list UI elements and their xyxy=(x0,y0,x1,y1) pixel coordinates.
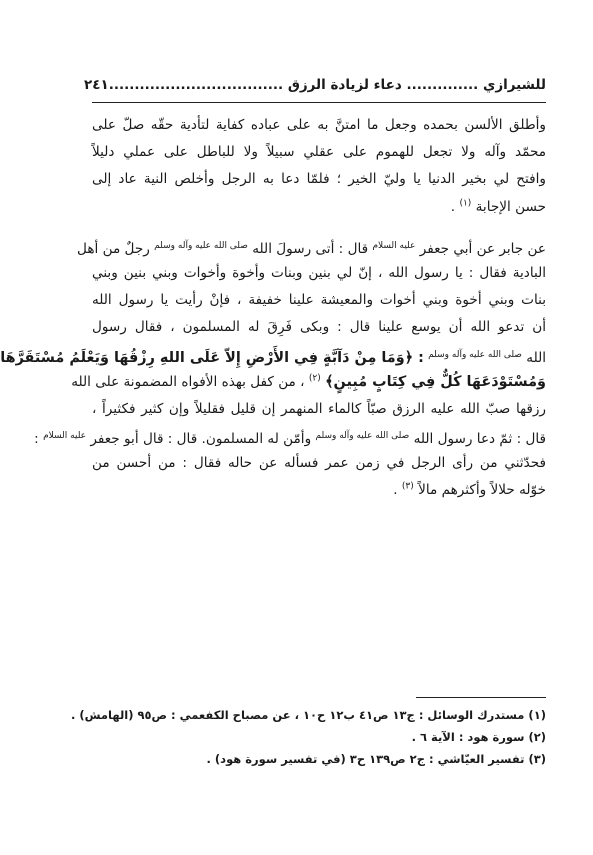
text-line: رزقها صبّ الله عليه الرزق صبّاً كالماء المنهمر إن قليل فقليلاً وإن كثير فكثيراً ، xyxy=(92,400,546,417)
text-line xyxy=(34,423,546,450)
text-fragment: . xyxy=(393,482,398,499)
footnote: (٣) تفسير العيّاشي : ج٢ ص١٣٩ ح٣ (في تفسير سورة هود) . xyxy=(206,752,546,766)
text-fragment: عن جابر عن أبي جعفر xyxy=(419,240,546,257)
text-line xyxy=(71,369,546,396)
header-title: دعاء لزيادة الرزق xyxy=(287,77,402,93)
header-leader-left: .................................. xyxy=(108,77,284,93)
text-fragment: الله xyxy=(526,349,546,366)
text-line: وأطلق الألسن بحمده وجعل ما امتنَّ به على عباده كفاية لتأدية حقّه صلّ على xyxy=(92,117,546,133)
text-fragment: وأمّن له المسلمون. قال : قال أبو جعفر xyxy=(90,431,312,448)
honorific-pbuh: صلى الله عليه وآله وسلم xyxy=(154,240,248,251)
text-line: فحدّثني من رأى الرجل في زمن عمر فسأله عن حاله فقال : من أحسن من xyxy=(92,455,546,472)
text-fragment: خوّله حلالاً وأكثرهم مالاً xyxy=(418,482,546,499)
quran-verse: وَمُسْتَوْدَعَهَا كُلٌّ فِي كِتَابٍ مُبِينٍ﴾ xyxy=(325,373,546,390)
honorific-as: عليه السلام xyxy=(43,431,87,442)
text-line xyxy=(92,194,546,221)
text-fragment: رجلٌ من أهل xyxy=(77,240,150,257)
quran-verse: : ﴿وَمَا مِنْ دَآبَّةٍ فِي الأَرْضِ إِلاّ عَلَى اللهِ رِزْقُهَا وَيَعْلَمُ مُسْتَقَرَّهَا xyxy=(0,349,424,366)
text-fragment: : xyxy=(34,431,39,448)
text-fragment: قال : ثمّ دعا رسول الله xyxy=(413,431,546,448)
text-line xyxy=(92,477,546,504)
header-author: للشيرازي xyxy=(483,77,546,93)
text-fragment: ، من كفل بهذه الأفواه المضمونة على الله xyxy=(71,373,305,390)
text-line: البادية فقال : يا رسول الله ، إنّ لي بنين وبنات وأخوة وأخوات وبني بنين وبني xyxy=(92,264,546,281)
main-text xyxy=(0,112,546,505)
header-leader-right: .............. xyxy=(406,77,479,93)
text-line: محمّد وآله ولا تجعل للهموم على عقلي سبيلاً ولا للباطل على عملي دليلاً xyxy=(92,144,546,161)
text-fragment: حسن الإجابة xyxy=(475,198,546,215)
text-line: بنات وبني أخوة وبني أخوات والمعيشة علينا خفيفة ، فإنْ رأيت يا رسول الله xyxy=(92,292,546,309)
honorific-as: عليه السلام xyxy=(372,240,416,251)
footnote: (١) مستدرك الوسائل : ج١٣ ص٤١ ب١٢ ح١٠ ، عن مصباح الكفعمي : ص٩٥ (الهامش) . xyxy=(71,708,546,722)
paragraph-gap xyxy=(92,221,546,233)
running-header xyxy=(84,77,546,99)
text-line: أن تدعو الله أن يوسع علينا قال : وبكى فَرِقَ له المسلمون ، فقال رسول xyxy=(92,319,546,336)
footnote-ref: (٢) xyxy=(308,373,321,384)
header-author-title xyxy=(109,77,546,93)
footnote: (٢) سورة هود : الآية ٦ . xyxy=(411,730,546,744)
footnote-ref: (٣) xyxy=(401,481,414,492)
footnote-ref: (١) xyxy=(459,198,472,209)
text-line xyxy=(0,342,546,369)
page-number: ٢٤١ xyxy=(84,77,109,93)
header-divider xyxy=(92,102,546,103)
text-fragment: . xyxy=(450,198,456,215)
text-fragment: قال : أتى رسولَ الله xyxy=(252,240,369,257)
footnotes xyxy=(71,704,546,770)
honorific-pbuh: صلى الله عليه وآله وسلم xyxy=(428,349,522,360)
footnote-divider xyxy=(416,697,546,698)
honorific-pbuh: صلى الله عليه وآله وسلم xyxy=(315,431,410,442)
text-line xyxy=(77,233,546,260)
text-line: وافتح لي بخير الدنيا يا وليّ الخير ؛ فلمّا دعا به الرجل وأخلص النية عاد إلى xyxy=(92,171,546,188)
